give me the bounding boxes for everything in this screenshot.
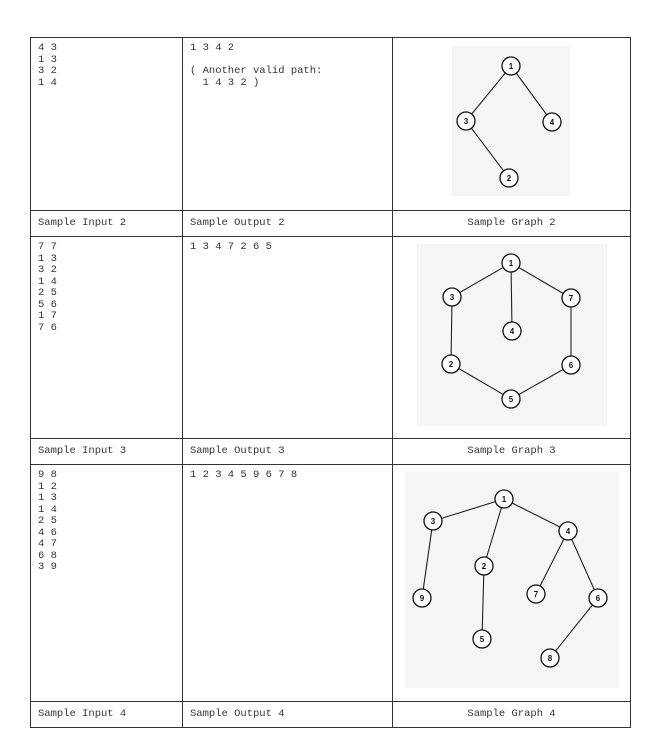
- sample-output-label: Sample Output 3: [190, 445, 285, 457]
- graph-node-label-5: 5: [479, 635, 485, 644]
- sample-graph-label: Sample Graph 2: [467, 217, 556, 229]
- graph-node-label-8: 8: [547, 654, 553, 663]
- graph-node-label-4: 4: [549, 118, 555, 127]
- sample-graph-label: Sample Graph 4: [467, 708, 556, 720]
- graph-node-label-2: 2: [481, 562, 487, 571]
- sample-output-text: 1 2 3 4 5 9 6 7 8: [190, 469, 298, 481]
- sample-graph-label: Sample Graph 3: [467, 445, 556, 457]
- graph-node-label-4: 4: [509, 327, 515, 336]
- graph-node-label-2: 2: [448, 360, 454, 369]
- sample-output-cell: [183, 465, 393, 702]
- graph-node-label-1: 1: [508, 62, 514, 71]
- graph-node-label-1: 1: [508, 259, 514, 268]
- sample-graph-cell: [393, 465, 631, 702]
- graph-node-label-3: 3: [430, 517, 436, 526]
- graph-node-label-7: 7: [533, 590, 539, 599]
- sample-label-row-4: [31, 702, 631, 728]
- sample-graph-2: [393, 38, 631, 205]
- graph-node-label-6: 6: [568, 361, 574, 370]
- sample-content-row-3: [31, 237, 631, 439]
- sample-label-row-3: [31, 439, 631, 465]
- sample-input-label: Sample Input 3: [38, 445, 127, 457]
- graph-node-label-4: 4: [565, 527, 571, 536]
- sample-content-row-4: [31, 465, 631, 702]
- graph-node-label-3: 3: [463, 117, 469, 126]
- sample-graph-4: [393, 465, 631, 696]
- sample-output-text: 1 3 4 2 ( Another valid path: 1 4 3 2 ): [190, 42, 323, 89]
- sample-graph-3: [393, 237, 631, 433]
- sample-input-cell: [31, 237, 183, 439]
- sample-output-text: 1 3 4 7 2 6 5: [190, 241, 272, 253]
- graph-node-label-3: 3: [449, 293, 455, 302]
- graph-node-label-1: 1: [501, 495, 507, 504]
- sample-output-cell: [183, 237, 393, 439]
- sample-input-text: 9 8 1 2 1 3 1 4 2 5 4 6 4 7 6 8 3 9: [38, 469, 57, 573]
- sample-table: [30, 37, 631, 728]
- graph-node-label-7: 7: [568, 294, 574, 303]
- graph-node-label-5: 5: [508, 395, 514, 404]
- sample-output-label: Sample Output 2: [190, 217, 285, 229]
- graph-node-label-2: 2: [506, 174, 512, 183]
- sample-input-cell: [31, 465, 183, 702]
- graph-background: [405, 472, 619, 688]
- sample-graph-cell: [393, 38, 631, 211]
- sample-input-label: Sample Input 2: [38, 217, 127, 229]
- sample-content-row-2: [31, 38, 631, 211]
- sample-label-row-2: [31, 211, 631, 237]
- sample-input-label: Sample Input 4: [38, 708, 127, 720]
- sample-output-label: Sample Output 4: [190, 708, 285, 720]
- sample-input-cell: [31, 38, 183, 211]
- graph-node-label-6: 6: [595, 594, 601, 603]
- sample-output-cell: [183, 38, 393, 211]
- sample-graph-cell: [393, 237, 631, 439]
- sample-input-text: 7 7 1 3 3 2 1 4 2 5 5 6 1 7 7 6: [38, 241, 57, 334]
- sample-input-text: 4 3 1 3 3 2 1 4: [38, 42, 57, 89]
- graph-node-label-9: 9: [419, 594, 425, 603]
- sample-table-container: [30, 37, 630, 728]
